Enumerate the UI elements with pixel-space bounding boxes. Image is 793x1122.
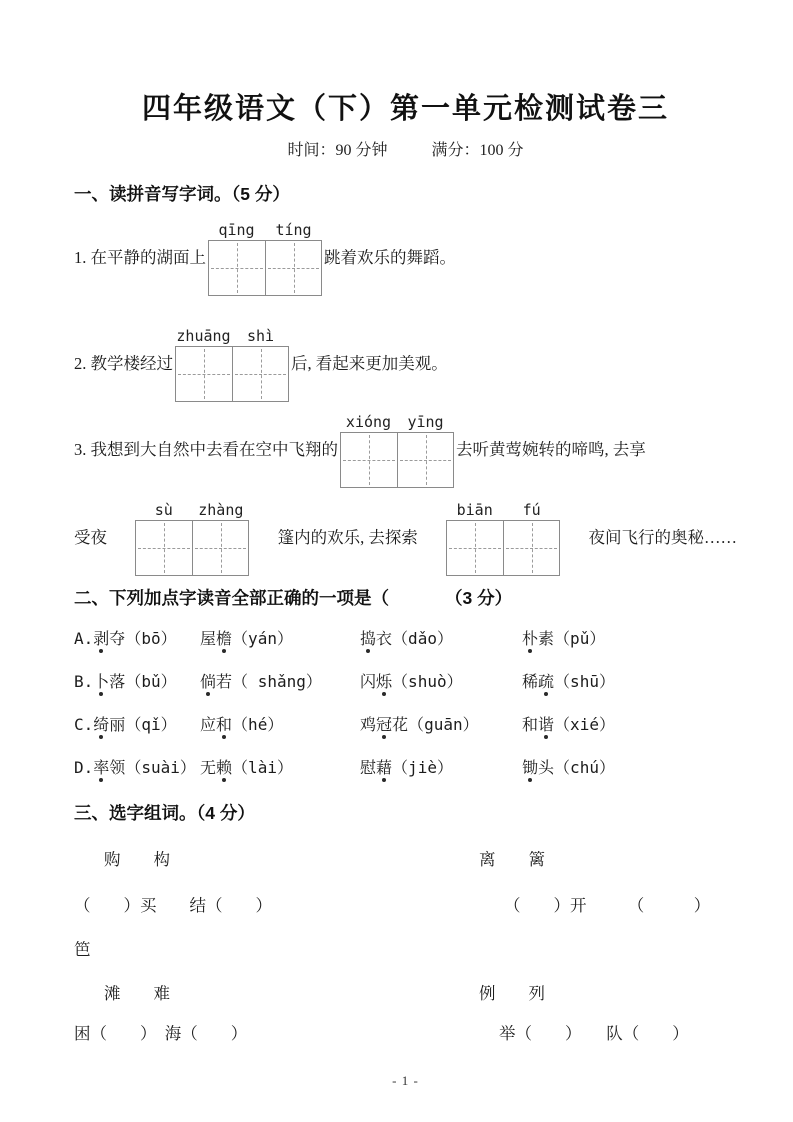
blank-fill-row [74,895,737,917]
choice-chars-left: 购 构 [104,850,170,869]
section3-heading: 三、选字组词。（4 分） [74,803,255,823]
choice-chars-right: 例 列 [479,984,545,1003]
writing-cell [232,347,288,401]
question-2-line [74,326,737,402]
blank-fill-left: 困（ ） 海（ ） [74,1024,248,1043]
question-3-line-2 [74,500,737,576]
writing-cell [192,521,248,575]
question-3b-pre-text: 受夜 [74,528,107,547]
option-item: C.绮丽（qǐ） [74,715,177,734]
blank-fill-row [74,1023,737,1045]
pinyin-syllable: shì [246,327,275,345]
pinyin-syllable: fú [522,501,541,519]
pinyin-syllable: yīng [407,413,444,431]
option-item: 闪烁（shuò） [360,672,463,691]
duration-label: 时间：90 分钟 [287,142,388,159]
pinyin-label [135,500,249,520]
writing-cell [341,433,397,487]
full-score-label: 满分：100 分 [431,142,524,159]
section1-heading: 一、读拼音写字词。（5 分） [74,184,290,204]
question-3-line-1 [74,412,737,488]
question-3b-post-text: 夜间飞行的奥秘…… [588,528,737,547]
question-3-post-text: 去听黄莺婉转的啼鸣, 去享 [456,440,646,459]
writing-grid [446,520,560,576]
option-item: 鸡冠花（guān） [360,715,479,734]
option-item: 朴素（pǔ） [522,629,606,648]
question-1-pre-text: 1. 在平静的湖面上 [74,248,206,267]
option-item: 无赖（lài） [200,758,293,777]
option-item: 捣衣（dǎo） [360,629,453,648]
pinyin-writing-grid [446,500,560,576]
section2-heading-row [74,586,737,610]
pinyin-syllable: tíng [275,221,312,239]
pinyin-label [175,326,289,346]
option-item: 倘若（ shǎng） [200,672,322,691]
char-choice-row [74,983,737,1005]
pinyin-writing-grid [208,220,322,296]
wrapped-char: 笆 [74,940,91,959]
writing-cell [209,241,265,295]
page-number: - 1 - [392,1073,419,1088]
choice-chars-right: 离 篱 [479,850,545,869]
option-item: 应和（hé） [200,715,284,734]
option-item: A.剥夺（bō） [74,629,177,648]
char-choice-row [74,849,737,871]
section2-points: （3 分） [445,588,513,608]
pinyin-label [446,500,560,520]
wrapped-char-row [74,939,737,961]
writing-cell [136,521,192,575]
writing-grid [175,346,289,402]
pinyin-syllable: xióng [345,413,392,431]
option-item: 稀疏（shū） [522,672,615,691]
writing-cell [503,521,559,575]
blank-fill-left: （ ）买 结（ ） [74,896,272,915]
pinyin-writing-grid [340,412,454,488]
pinyin-syllable: biān [456,501,493,519]
writing-cell [397,433,453,487]
question-2-pre-text: 2. 教学楼经过 [74,354,173,373]
question-2-post-text: 后, 看起来更加美观。 [291,354,448,373]
option-item: 和谐（xié） [522,715,615,734]
writing-cell [176,347,232,401]
writing-grid [135,520,249,576]
choice-chars-left: 滩 难 [104,984,170,1003]
option-item: 屋檐（yán） [200,629,293,648]
question-3-pre-text: 3. 我想到大自然中去看在空中飞翔的 [74,440,338,459]
question-1-line [74,220,737,296]
option-row-b [74,671,737,693]
pinyin-label [340,412,454,432]
paper-meta [74,140,737,162]
pinyin-syllable: zhuāng [176,327,231,345]
section2-heading: 二、下列加点字读音全部正确的一项是（ [74,588,389,608]
question-1-post-text: 跳着欢乐的舞蹈。 [324,248,456,267]
pinyin-syllable: zhàng [198,501,244,519]
option-item: B.卜落（bǔ） [74,672,177,691]
pinyin-writing-grid [175,326,289,402]
blank-fill-right: 举（ ） 队（ ） [499,1024,689,1043]
pinyin-syllable: qīng [218,221,255,239]
writing-cell [447,521,503,575]
option-row-a [74,628,737,650]
option-item: D.率领（suài） [74,758,196,777]
option-row-c [74,714,737,736]
writing-grid [208,240,322,296]
pinyin-syllable: sù [154,501,173,519]
blank-fill-right: （ ）开 （ ） [504,896,711,915]
page-title: 四年级语文（下）第一单元检测试卷三 [141,93,669,125]
question-3b-mid-text: 篷内的欢乐, 去探索 [277,528,418,547]
option-item: 慰藉（jiè） [360,758,453,777]
option-item: 锄头（chú） [522,758,615,777]
writing-grid [340,432,454,488]
option-row-d [74,757,737,779]
pinyin-writing-grid [135,500,249,576]
pinyin-label [208,220,322,240]
writing-cell [265,241,321,295]
